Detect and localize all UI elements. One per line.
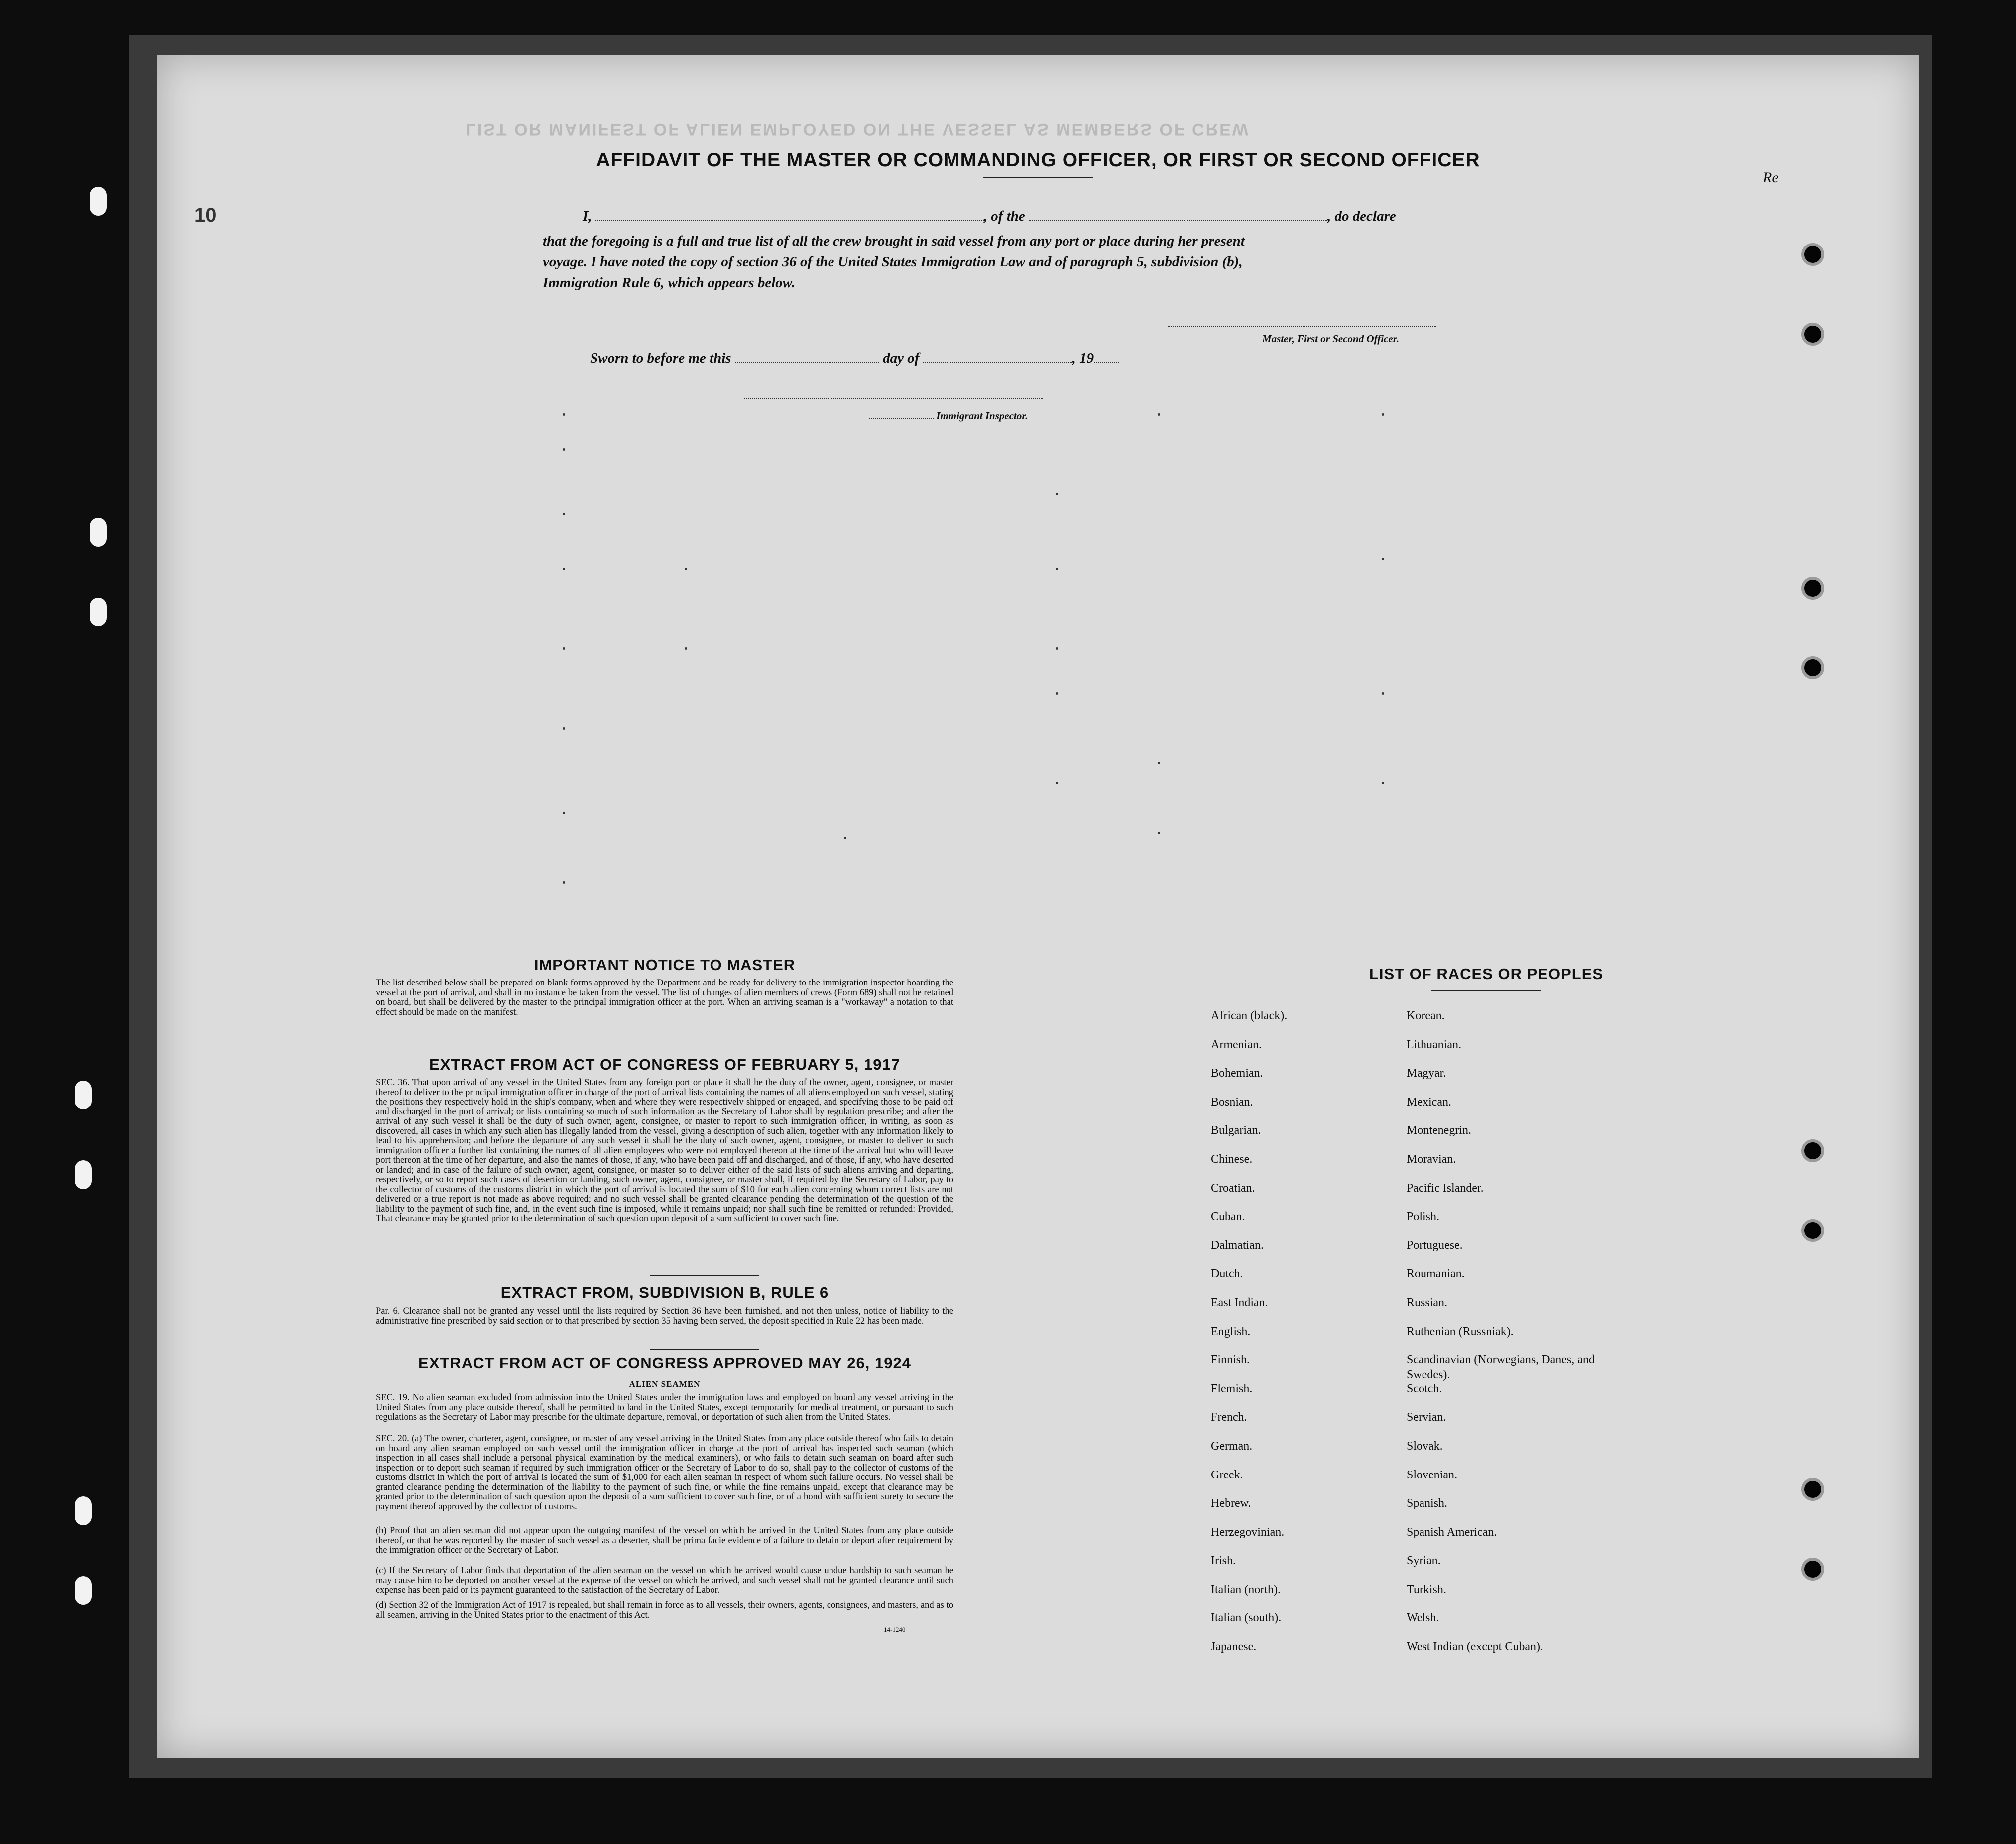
race-item: Bohemian. (1211, 1067, 1263, 1080)
race-item: Dutch. (1211, 1267, 1243, 1281)
divider (650, 1349, 759, 1350)
race-item: Slovenian. (1407, 1468, 1457, 1481)
extract-1924-subtitle: ALIEN SEAMEN (629, 1379, 701, 1389)
race-item: West Indian (except Cuban). (1407, 1640, 1543, 1654)
race-item: Montenegrin. (1407, 1124, 1471, 1137)
punch-hole (1801, 1219, 1824, 1242)
notice-text: The list described below shall be prepared on blank forms approved by the Department and be ready for delivery to the immigration inspector boarding the vessel at the port of arrival, and shall in no instance be taken from the vessel. The list of changes of alien members of crews (Form 689) shall not be retained on board, but shall be delivered by the master to the principal immigration officer at the port. When an arriving seaman is a "workaway" a notation to that effect should be made on the manifest. (376, 978, 953, 1017)
punch-hole (1801, 1478, 1824, 1501)
race-item: Russian. (1407, 1296, 1448, 1309)
signature-line[interactable] (1168, 326, 1436, 327)
extract-1924-title: EXTRACT FROM ACT OF CONGRESS APPROVED MAY 26, 1924 (418, 1354, 911, 1372)
divider (650, 1275, 759, 1276)
affidavit-line-1: I, , of the , do declare (583, 207, 1638, 225)
race-item: Finnish. (1211, 1353, 1250, 1367)
race-item: Spanish. (1407, 1497, 1448, 1510)
race-item: Italian (north). (1211, 1583, 1281, 1596)
race-item: Roumanian. (1407, 1267, 1465, 1281)
race-item: Bulgarian. (1211, 1124, 1261, 1137)
race-item: Croatian. (1211, 1181, 1255, 1195)
binder-hole (75, 1160, 92, 1189)
affidavit-line-4: Immigration Rule 6, which appears below. (543, 275, 796, 291)
race-item: Spanish American. (1407, 1525, 1497, 1539)
signature-label: Master, First or Second Officer. (1262, 333, 1399, 345)
race-item: Cuban. (1211, 1210, 1245, 1224)
extract-1924-sec20b: (b) Proof that an alien seaman did not appear upon the outgoing manifest of the vessel on which he arrived in the United States from any place outside thereof, or that he was reported by the master of such vessel as a deserter, shall be prima facie evidence of a failure to detain or deport after requirement by the immigration officer or the Secretary of Labor. (376, 1526, 953, 1555)
affidavit-line-2: that the foregoing is a full and true list of all the crew brought in said vessel from any port or place during her present (543, 233, 1245, 249)
sworn-month-blank[interactable] (923, 349, 1072, 363)
race-item: Flemish. (1211, 1382, 1253, 1395)
rule6-title: EXTRACT FROM, SUBDIVISION B, RULE 6 (500, 1284, 829, 1301)
form-number: 14-1240 (884, 1626, 906, 1633)
margin-number: 10 (194, 204, 217, 226)
race-item: Magyar. (1407, 1067, 1446, 1080)
binder-hole (90, 598, 107, 626)
race-item: French. (1211, 1411, 1247, 1424)
race-item: Servian. (1407, 1411, 1446, 1424)
race-item: African (black). (1211, 1009, 1288, 1022)
vessel-blank[interactable] (1029, 207, 1327, 221)
extract-1917-title: EXTRACT FROM ACT OF CONGRESS OF FEBRUARY 5, 1917 (429, 1056, 900, 1073)
punch-hole (1801, 1139, 1824, 1162)
extract-1924-sec19: SEC. 19. No alien seaman excluded from admission into the United States under the immigration laws and employed on board any vessel arriving in the United States from any place outside thereof, shall be permitted to land in the United States, except temporarily for medical treatment, or pursuant to such regulations as the Secretary of Labor may prescribe for the ultimate departure, removal, or deportation of such alien from the United States. (376, 1393, 953, 1422)
punch-hole (1801, 243, 1824, 266)
race-item: Turkish. (1407, 1583, 1446, 1596)
race-item: German. (1211, 1439, 1253, 1453)
divider (1431, 990, 1541, 991)
extract-1924-sec20c: (c) If the Secretary of Labor finds that deportation of the alien seaman on the vessel on which he arrived would cause undue hardship to such seaman he may cause him to be deported on another vessel at the expense of the vessel on which he arrived, and such vessel shall not be granted clearance until such expense has been paid or its payment guaranteed to the satisfaction of the Secretary of Labor. (376, 1566, 953, 1595)
sworn-line: Sworn to before me this day of , 19 (590, 349, 1119, 367)
race-item: Chinese. (1211, 1152, 1253, 1166)
race-item: Japanese. (1211, 1640, 1257, 1654)
race-item: Slovak. (1407, 1439, 1443, 1453)
sworn-day-blank[interactable] (735, 349, 879, 363)
race-item: Greek. (1211, 1468, 1243, 1481)
race-item: Scotch. (1407, 1382, 1442, 1395)
document-page (157, 55, 1919, 1758)
race-item: English. (1211, 1325, 1251, 1338)
binder-hole (75, 1081, 92, 1109)
race-item: Mexican. (1407, 1095, 1451, 1108)
race-item: Pacific Islander. (1407, 1181, 1484, 1195)
race-item: Welsh. (1407, 1611, 1439, 1625)
affidavit-line-3: voyage. I have noted the copy of section 36 of the United States Immigration Law and of paragraph 5, subdivision (b), (543, 254, 1243, 270)
race-item: Bosnian. (1211, 1095, 1253, 1108)
races-right-column (1407, 1008, 1616, 1668)
race-item: Dalmatian. (1211, 1238, 1264, 1252)
race-item: Polish. (1407, 1210, 1440, 1224)
margin-note: Re (1763, 169, 1779, 186)
race-item: Ruthenian (Russniak). (1407, 1325, 1514, 1338)
extract-1924-sec20d: (d) Section 32 of the Immigration Act of 1917 is repealed, but shall remain in force as to all vessels, their owners, agents, consignees, and masters, and as to all seamen, arriving in the United States prior to the enactment of this Act. (376, 1600, 953, 1620)
race-item: Portuguese. (1407, 1238, 1463, 1252)
race-item: Hebrew. (1211, 1497, 1251, 1510)
race-item: Italian (south). (1211, 1611, 1282, 1625)
race-item: Scandinavian (Norwegians, Danes, and Swedes). (1407, 1353, 1595, 1382)
binder-hole (75, 1576, 92, 1605)
race-item: Irish. (1211, 1554, 1236, 1568)
punch-hole (1801, 656, 1824, 679)
bleed-through-text: LIST OR MANIFEST OF ALIEN EMPLOYED ON THE VESSEL AS MEMBERS OF CREW (466, 120, 1250, 139)
race-item: Lithuanian. (1407, 1038, 1461, 1051)
race-item: Armenian. (1211, 1038, 1262, 1051)
races-title: LIST OF RACES OR PEOPLES (1369, 965, 1604, 983)
divider (983, 177, 1093, 178)
binder-hole (90, 518, 107, 547)
punch-hole (1801, 1558, 1824, 1581)
punch-hole (1801, 323, 1824, 346)
race-item: East Indian. (1211, 1296, 1268, 1309)
binder-hole (75, 1496, 92, 1525)
notice-title: IMPORTANT NOTICE TO MASTER (534, 956, 796, 974)
rule6-text: Par. 6. Clearance shall not be granted any vessel until the lists required by Section 36 have been furnished, and not then unless, notice of liability to the administrative fine prescribed by said section or to that prescribed by section 35 having been served, the deposit specified in Rule 22 has been made. (376, 1306, 953, 1326)
inspector-signature-line[interactable] (744, 398, 1043, 399)
race-item: Korean. (1407, 1009, 1445, 1022)
sworn-year-blank[interactable] (1094, 349, 1119, 363)
extract-1917-text: SEC. 36. That upon arrival of any vessel in the United States from any foreign port or place it shall be the duty of the owner, agent, consignee, or master thereof to deliver to the principal immigration officer in charge of the port of arrival lists containing the names of all aliens employed on such vessel, stating the positions they respectively hold in the ship's company, when and where they were respectively shipped or engaged, and specifying those to be paid off and discharged in the port of arrival; or lists containing so much of such information as the Secretary of Labor shall by regulation prescribe; and after the arrival of any such vessel it shall be the duty of such owner, agent, consignee, or master to report to such immigration officer, in writing, as soon as discovered, all cases in which any such alien has illegally landed from the vessel, giving a description of such alien, together with any information likely to lead to his apprehension; and before the departure of any such vessel it shall be the duty of such owner, agent, consignee, or master to deliver to such immigration officer a further list containing the names of all alien employees who were not employed thereon at the time of the arrival but who will leave port thereon at the time of her departure, and also the names of those, if any, who have been paid off and discharged, and of those, if any, who have deserted or landed; and in case of the failure of such owner, agent, consignee, or master so to deliver either of the said lists of such aliens arriving and departing, respectively, or so to report such cases of desertion or landing, such owner, agent, consignee, or master shall, if required by the Secretary of Labor, pay to the collector of customs of the customs district in which the port of arrival is located the sum of $10 for each alien concerning whom correct lists are not delivered or a true report is not made as above required; and no such vessel shall be granted clearance pending the determination of the question of the liability to the payment of such fine, and, in the event such fine is imposed, while it remains unpaid; nor shall such fine be remitted or refunded: Provided, That clearance may be granted prior to the determination of such question upon deposit of a sum sufficient to cover such fine. (376, 1078, 953, 1224)
affidavit-title: AFFIDAVIT OF THE MASTER OR COMMANDING OFFICER, OR FIRST OR SECOND OFFICER (596, 149, 1480, 171)
punch-hole (1801, 577, 1824, 600)
race-item: Syrian. (1407, 1554, 1441, 1568)
races-left-column (1211, 1008, 1400, 1668)
name-blank[interactable] (595, 207, 984, 221)
race-item: Moravian. (1407, 1152, 1456, 1166)
extract-1924-sec20a: SEC. 20. (a) The owner, charterer, agent, consignee, or master of any vessel arriving in the United States from any place outside thereof who fails to detain on board any alien seaman employed on such vessel until the immigration officer in charge at the port of arrival has inspected such seaman (which inspection in all cases shall include a personal physical examination by the medical examiners), or who fails to detain such seaman on board after such inspection or to deport such seaman if required by such immigration officer or the Secretary of Labor to do so, shall pay to the collector of customs of the customs district in which the port of arrival is located the sum of $1,000 for each alien seaman in respect of whom such failure occurs. No vessel shall be granted clearance pending the determination of the liability to the payment of such fine, or while the fine remains unpaid, except that clearance may be granted prior to the determination of such question upon the deposit of a sum sufficient to cover such fine, or of a bond with sufficient surety to secure the payment thereof approved by the collector of customs. (376, 1434, 953, 1512)
inspector-label: Immigrant Inspector. (869, 410, 1028, 422)
race-item: Herzegovinian. (1211, 1525, 1285, 1539)
binder-hole (90, 187, 107, 216)
